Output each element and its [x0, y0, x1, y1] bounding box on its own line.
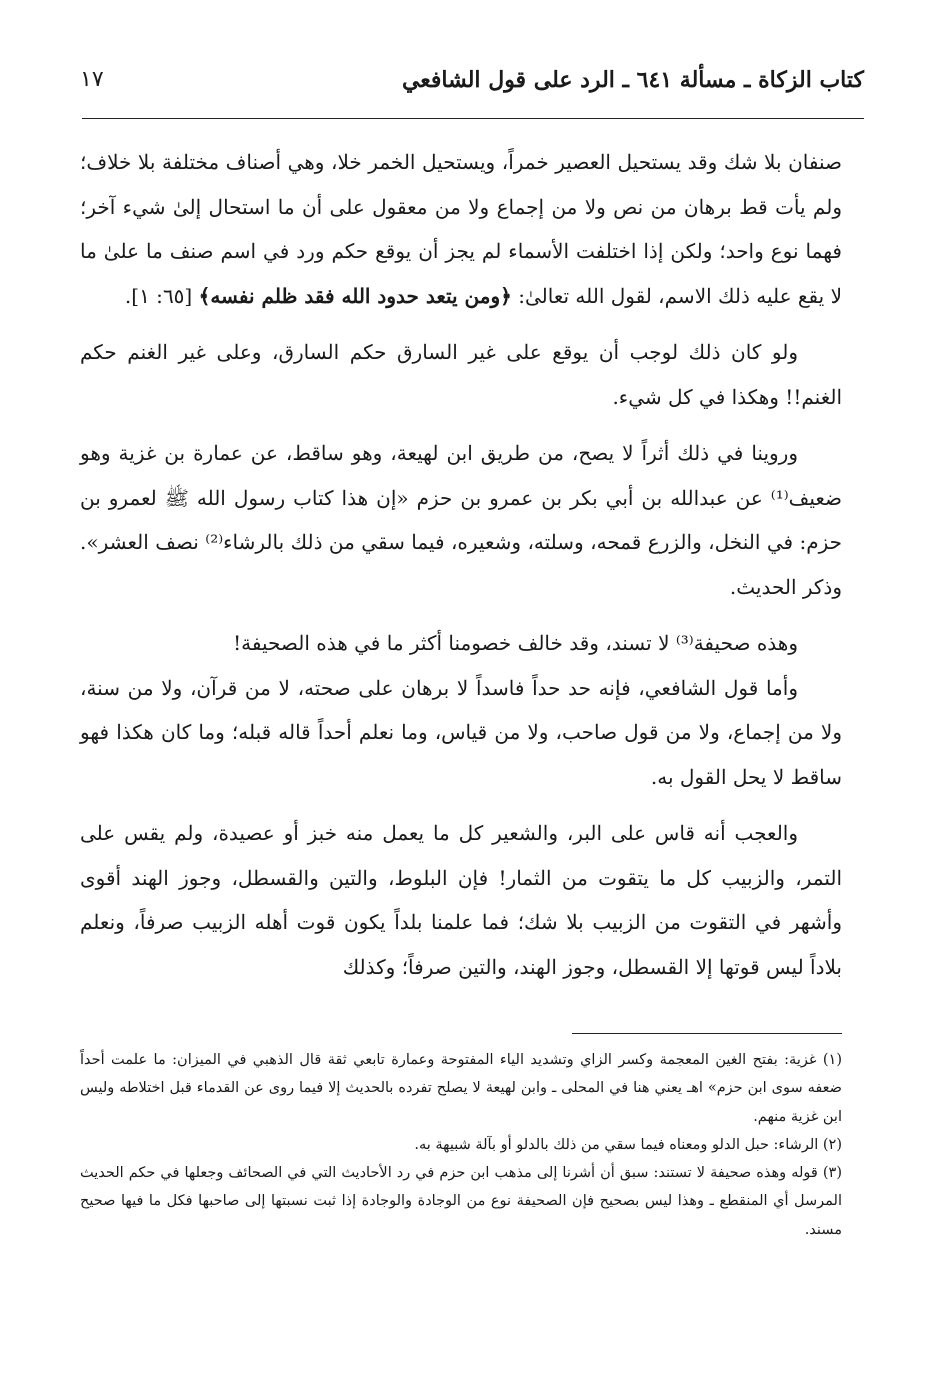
- footnote-2: (٢) الرشاء: حبل الدلو ومعناه فيما سقي من ذلك بالدلو أو بآلة شبيهة به.: [414, 1136, 842, 1153]
- paragraph-1: [80, 140, 842, 318]
- paragraph-5: وأما قول الشافعي، فإنه حد حداً فاسداً لا برهان على صحته، لا من قرآن، ولا من سنة، ولا من إجماع، ولا من قول صاحب، ولا من قياس، وما نعلم أحداً قاله قبله؛ وما كان هكذا فهو ساقط لا يحل القول به.: [80, 675, 842, 789]
- footnote-1: (١) غزية: بفتح الغين المعجمة وكسر الزاي وتشديد الياء المفتوحة وعمارة تابعي ثقة قال الذهبي في الميزان: ما علمت أحداً ضعفه سوى ابن حزم» اهـ يعني هنا في المحلى ـ وابن لهيعة لا يصلح تفرده بالحديث إلا فيما روى عن القدماء قبل اختلاطه وليس ابن غزية منهم.: [80, 1052, 842, 1125]
- paragraph-1-text: صنفان بلا شك وقد يستحيل العصير خمراً، ويستحيل الخمر خلا، وهي أصناف مختلفة بلا خلاف؛ ولم يأت قط برهان من نص ولا من إجماع ولا من معقول على أن ما استحال إلىٰ شيء آخر؛ فهما نوع واحد؛ ولكن إذا اختلفت الأسماء لم يجز أن يوقع حكم ورد في اسم صنف ما علىٰ ما لا يقع عليه ذلك الاسم، لقول الله تعالىٰ:: [80, 150, 842, 308]
- header-divider: [82, 118, 864, 119]
- quran-quote: ﴿ومن يتعد حدود الله فقد ظلم نفسه﴾: [198, 283, 512, 308]
- paragraph-2: ولو كان ذلك لوجب أن يوقع على غير السارق حكم السارق، وعلى غير الغنم حكم الغنم!! وهكذا في كل شيء.: [80, 340, 842, 409]
- main-text: [80, 140, 842, 989]
- footnote-divider: [572, 1033, 842, 1034]
- footnotes: [80, 1046, 842, 1244]
- footnote-3: (٣) قوله وهذه صحيفة لا تستند: سبق أن أشرنا إلى مذهب ابن حزم في رد الأحاديث التي في الصحائف وجعلها في حكم الحديث المرسل أي المنقطع ـ وهذا ليس بصحيح فإن الصحيفة نوع من الوجادة والوجادة إذا ثبت نسبتها إلى صاحبها فكل ما فيها صحيح مسند.: [80, 1165, 842, 1238]
- paragraph-4: وهذه صحيفة⁽³⁾ لا تسند، وقد خالف خصومنا أكثر ما في هذه الصحيفة!: [233, 631, 798, 655]
- quran-reference: [٦٥: ١].: [124, 283, 193, 308]
- page-number: ١٧: [80, 67, 104, 92]
- paragraph-3: وروينا في ذلك أثراً لا يصح، من طريق ابن لهيعة، وهو ساقط، عن عمارة بن غزية وهو ضعيف⁽¹⁾ عن عبدالله بن أبي بكر بن عمرو بن حزم «إن هذا كتاب رسول الله ﷺ لعمرو بن حزم: في النخل، والزرع قمحه، وسلته، وشعيره، فيما سقي من ذلك بالرشاء⁽²⁾ نصف العشر». وذكر الحديث.: [80, 441, 843, 599]
- running-header: [80, 62, 864, 112]
- running-title: كتاب الزكاة ـ مسألة ٦٤١ ـ الرد على قول الشافعي: [401, 67, 864, 93]
- paragraph-6: والعجب أنه قاس على البر، والشعير كل ما يعمل منه خبز أو عصيدة، ولم يقس على التمر، والزبيب كل ما يتقوت من الثمار! فإن البلوط، والتين والقسطل، وجوز الهند أقوى وأشهر في التقوت من الزبيب بلا شك؛ فما علمنا بلداً يكون قوت أهله الزبيب صرفاً، ونعلم بلاداً ليس قوتها إلا القسطل، وجوز الهند، والتين صرفاً؛ وكذلك: [80, 821, 842, 979]
